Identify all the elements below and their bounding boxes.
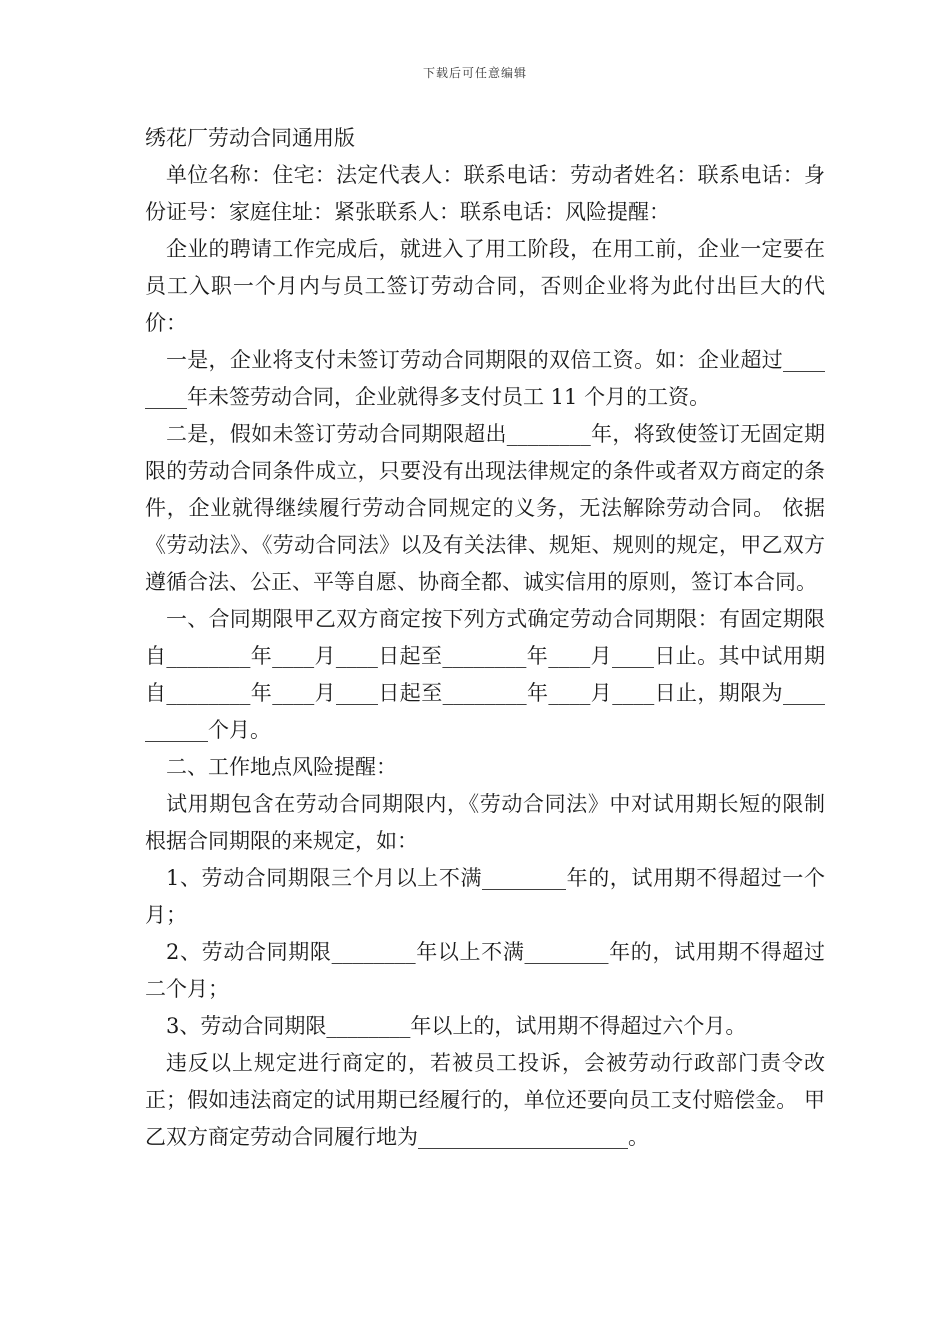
list-item-probation-3: 3、劳动合同期限________年以上的，试用期不得超过六个月。 — [166, 1014, 747, 1038]
paragraph-work-location: 二、工作地点风险提醒： — [166, 755, 397, 779]
paragraph-risk-one: 一是，企业将支付未签订劳动合同期限的双倍工资。如：企业超过________年未签劳动合同，企业就得多支付员工 11 个月的工资。 — [145, 348, 825, 409]
paragraph-risk-two: 二是，假如未签订劳动合同期限超出________年，将致使签订无固定期限的劳动合同条件成立，只要没有出现法律规定的条件或者双方商定的条件，企业就得继续履行劳动合同规定的义务，无法解除劳动合同。 依据《劳动法》、《劳动合同法》以及有关法律、规矩、规则的规定，甲乙双方遵循合法、公正、平等自愿、协商全都、诚实信用的原则，签订本合同。 — [145, 422, 825, 594]
paragraph-party-info: 单位名称：住宅：法定代表人：联系电话：劳动者姓名：联系电话：身份证号：家庭住址：紧张联系人：联系电话：风险提醒： — [145, 163, 825, 224]
paragraph-contract-term: 一、合同期限甲乙双方商定按下列方式确定劳动合同期限：有固定期限自________年____月____日起至________年____月____日止。其中试用期自________年____月____日起至________年____月____日止，期限为__________个月。 — [145, 607, 825, 742]
document-title: 绣花厂劳动合同通用版 — [145, 126, 355, 150]
document-body — [145, 120, 825, 1156]
paragraph-violation: 违反以上规定进行商定的，若被员工投诉，会被劳动行政部门责令改正；假如违法商定的试用期已经履行的，单位还要向员工支付赔偿金。 甲乙双方商定劳动合同履行地为____________________。 — [145, 1051, 825, 1149]
paragraph-hiring-intro: 企业的聘请工作完成后，就进入了用工阶段，在用工前，企业一定要在员工入职一个月内与员工签订劳动合同，否则企业将为此付出巨大的代价： — [145, 237, 825, 335]
paragraph-probation-intro: 试用期包含在劳动合同期限内，《劳动合同法》中对试用期长短的限制根据合同期限的来规定，如： — [145, 792, 825, 853]
header-note: 下载后可任意编辑 — [422, 66, 527, 80]
list-item-probation-2: 2、劳动合同期限________年以上不满________年的，试用期不得超过二个月； — [145, 940, 825, 1001]
list-item-probation-1: 1、劳动合同期限三个月以上不满________年的，试用期不得超过一个月； — [145, 866, 825, 927]
